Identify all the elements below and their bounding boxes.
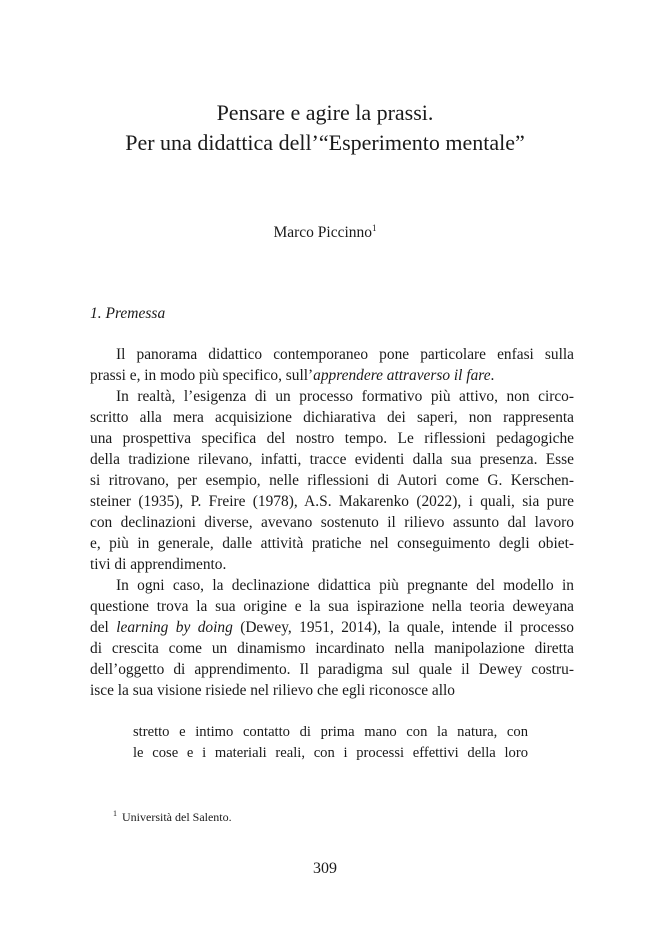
body-line [90, 617, 574, 638]
body-line: e, più in generale, dalle attività pratiche nel conseguimento degli obiet- [90, 535, 574, 552]
page-number: 309 [313, 860, 337, 877]
body-text-run: . [490, 367, 495, 384]
title-line-1: Pensare e agire la prassi. [216, 100, 434, 125]
body-line: della tradizione rilevano, infatti, tracce evidenti dalla sua presenza. Esse [90, 451, 574, 468]
title-line-2: Per una didattica dell’“Esperimento mentale” [125, 130, 525, 155]
body-line: si ritrovano, per esempio, nelle riflessioni di Autori come G. Kerschen- [90, 472, 574, 489]
footnote [113, 810, 232, 825]
body-line [90, 365, 574, 386]
block-quote [133, 722, 528, 764]
body-line: In realtà, l’esigenza di un processo formativo più attivo, non circo- [116, 388, 574, 405]
body-text [90, 344, 574, 701]
body-italic-run: learning by doing [116, 619, 233, 636]
author-footnote-mark: 1 [372, 223, 377, 233]
body-line: una prospettiva specifica del nostro tempo. Le riflessioni pedagogiche [90, 430, 574, 447]
section-heading: 1. Premessa [90, 305, 166, 322]
quote-line: stretto e intimo contatto di prima mano con la natura, con [133, 724, 528, 740]
body-line: isce la sua visione risiede nel rilievo che egli riconosce allo [90, 682, 455, 699]
body-line: questione trova la sua origine e la sua ispirazione nella teoria deweyana [90, 598, 574, 615]
body-line: di crescita come un dinamismo incardinato nella manipolazione diretta [90, 640, 574, 657]
body-line: In ogni caso, la declinazione didattica più pregnante del modello in [116, 577, 574, 594]
footnote-mark: 1 [113, 809, 117, 818]
body-line: steiner (1935), P. Freire (1978), A.S. Makarenko (2022), i quali, sia pure [90, 493, 574, 510]
body-line: scritto alla mera acquisizione dichiarativa dei saperi, non rappresenta [90, 409, 574, 426]
author-name: Marco Piccinno [273, 224, 373, 241]
body-text-run: (Dewey, 1951, 2014), la quale, intende il processo [232, 619, 574, 636]
body-line: dell’oggetto di apprendimento. Il paradigma sul quale il Dewey costru- [90, 661, 574, 678]
body-line: con declinazioni diverse, avevano sostenuto il rilievo assunto dal lavoro [90, 514, 574, 531]
quote-line: le cose e i materiali reali, con i processi effettivi della loro [133, 745, 528, 761]
body-line: tivi di apprendimento. [90, 556, 227, 573]
author [0, 224, 650, 242]
body-text-run: prassi e, in modo più specifico, sull’ [90, 367, 314, 384]
footnote-text: Università del Salento. [122, 810, 232, 824]
body-text-run: del [90, 619, 117, 636]
body-line: Il panorama didattico contemporaneo pone particolare enfasi sulla [116, 346, 574, 363]
body-italic-run: apprendere attraverso il fare [313, 367, 491, 384]
